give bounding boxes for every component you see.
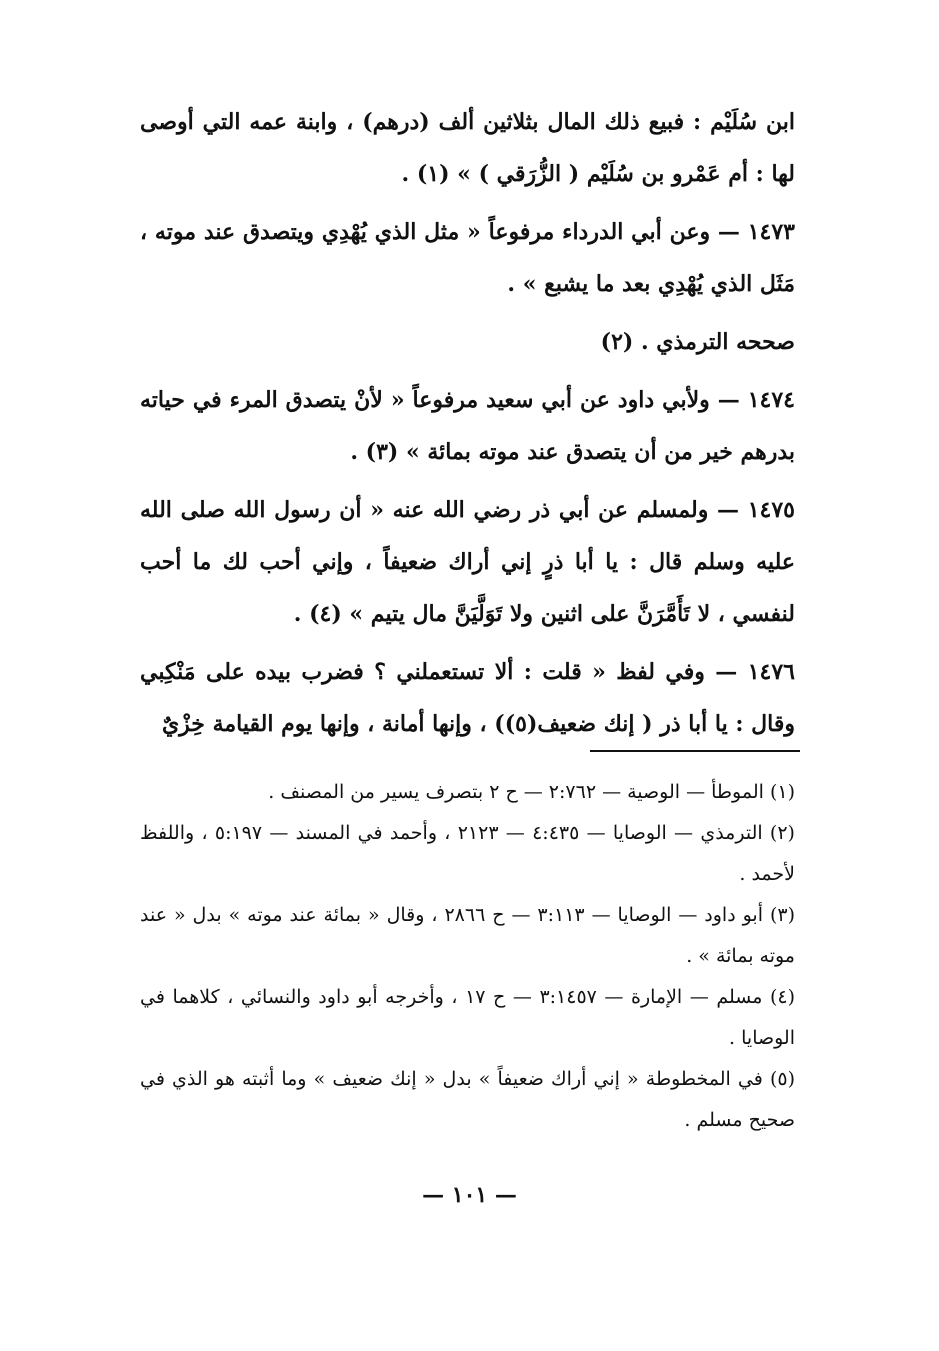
paragraph-continuation: ابن سُلَيْم : فبيع ذلك المال بثلاثين ألف (درهم) ، وابنة عمه التي أوصى لها : أم عَمْرو بن سُلَيْم ( الزُّرَقي ) » (١) . xyxy=(140,109,795,187)
main-text-block xyxy=(140,96,795,756)
footnote-divider xyxy=(590,750,800,752)
footnote-2: (٢) الترمذي — الوصايا — ٤:٤٣٥ — ٢١٢٣ ، وأحمد في المسند — ٥:١٩٧ ، واللفظ لأحمد . xyxy=(140,822,795,885)
footnote-1: (١) الموطأ — الوصية — ٢:٧٦٢ — ح ٢ بتصرف يسير من المصنف . xyxy=(268,781,795,803)
hadith-1475: ١٤٧٥ — ولمسلم عن أبي ذر رضي الله عنه « أن رسول الله صلى الله عليه وسلم قال : يا أبا ذرٍ إني أراك ضعيفاً ، وإني أحب لك ما أحب لنفسي ، لا تَأَمَّرَنَّ على اثنين ولا تَوَلَّيَنَّ مال يتيم » (٤) . xyxy=(140,497,795,627)
hadith-1473: ١٤٧٣ — وعن أبي الدرداء مرفوعاً « مثل الذي يُهْدِي ويتصدق عند موته ، مَثَل الذي يُهْدِي بعد ما يشبع » . xyxy=(140,219,795,297)
hadith-1473-grading: صححه الترمذي . (٢) xyxy=(600,329,795,355)
footnotes-block xyxy=(140,772,795,1141)
footnote-4: (٤) مسلم — الإمارة — ٣:١٤٥٧ — ح ١٧ ، وأخرجه أبو داود والنسائي ، كلاهما في الوصايا . xyxy=(140,986,796,1049)
footnote-5: (٥) في المخطوطة « إني أراك ضعيفاً » بدل « إنك ضعيف » وما أثبته هو الذي في صحيح مسلم . xyxy=(140,1068,795,1131)
footnote-3: (٣) أبو داود — الوصايا — ٣:١١٣ — ح ٢٨٦٦ ، وقال « بمائة عند موته » بدل « عند موته بمائة » . xyxy=(140,904,795,967)
hadith-1474: ١٤٧٤ — ولأبي داود عن أبي سعيد مرفوعاً « لأنْ يتصدق المرء في حياته بدرهم خير من أن يتصدق عند موته بمائة » (٣) . xyxy=(140,387,795,465)
page-number: — ١٠١ — xyxy=(422,1182,517,1208)
hadith-1476: ١٤٧٦ — وفي لفظ « قلت : ألا تستعملني ؟ فضرب بيده على مَنْكِبي وقال : يا أبا ذر ( إنك ضعيف(٥)) ، وإنها أمانة ، وإنها يوم القيامة خِزْيٌ xyxy=(140,659,795,737)
